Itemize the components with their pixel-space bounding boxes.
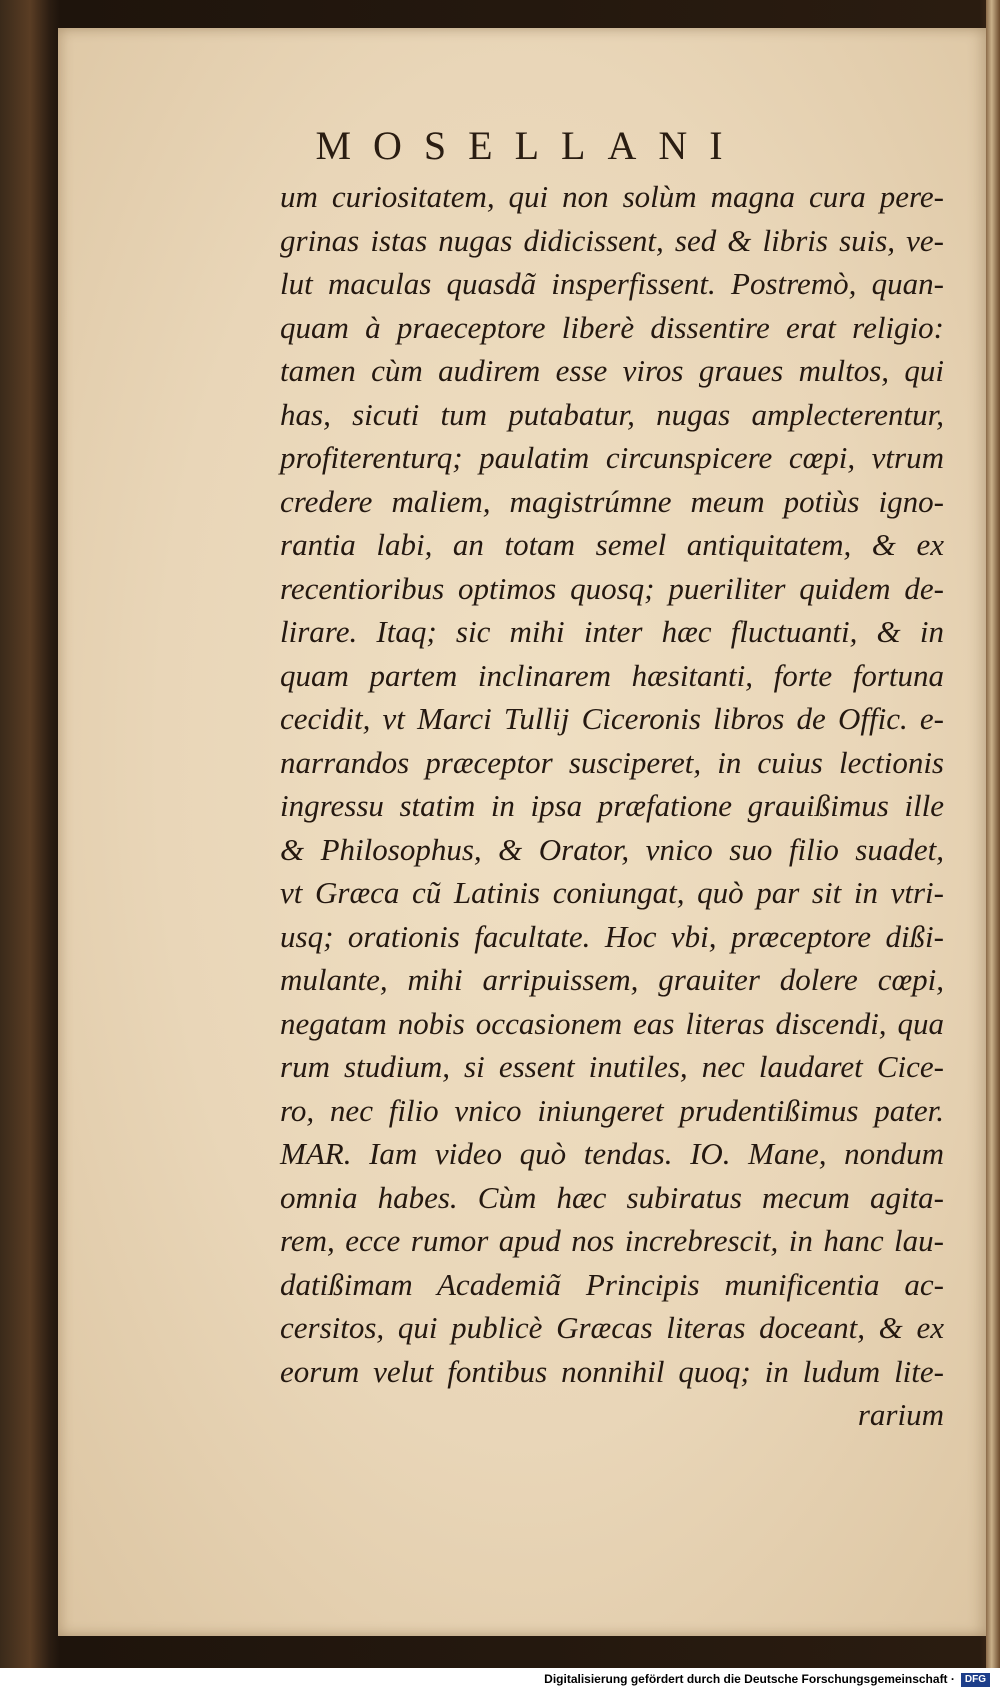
text-line: & Philosophus, & Orator, vnico suo filio suadet, [280,831,944,867]
footer-text: Digitalisierung gefördert durch die Deutsche Forschungsgemeinschaft · [544,1672,955,1686]
running-header: MOSELLANI [315,123,745,168]
text-line: tamen cùm audirem esse viros graues multos, qui [280,353,944,388]
text-line: cecidit, vt Marci Tullij Ciceronis libros de Offic. e- [280,701,944,736]
page-edge [986,0,1000,1668]
text-line: lut maculas quasdã insperfissent. Postremò, quan- [280,266,944,301]
text-line: omnia habes. Cùm hæc subiratus mecum agita- [280,1179,944,1215]
text-line: datißimam Academiã Principis munificentia ac- [280,1266,944,1302]
text-line: credere maliem, magistrúmne meum potiùs igno- [280,483,944,519]
text-line: negatam nobis occasionem eas literas discendi, qua [280,1005,944,1041]
text-line: ro, nec filio vnico iniungeret prudentißimus pater. [280,1092,944,1128]
text-line: quam à praeceptore liberè dissentire erat religio: [280,309,944,345]
text-line: cersitos, qui publicè Græcas literas doceant, & ex [280,1310,944,1345]
text-line: usq; orationis facultate. Hoc vbi, præceptore dißi- [280,918,944,954]
dfg-logo-icon: DFG [961,1673,990,1687]
text-line: profiterenturq; paulatim circunspicere cœpi, vtrum [280,440,944,475]
text-line: rum studium, si essent inutiles, nec laudaret Cice- [280,1049,944,1084]
text-line: recentioribus optimos quosq; pueriliter quidem de- [280,570,944,606]
text-line: mulante, mihi arripuissem, grauiter dolere cœpi, [280,962,944,997]
text-line: grinas istas nugas didicissent, sed & libris suis, ve- [280,222,944,258]
text-line: lirare. Itaq; sic mihi inter hæc fluctuanti, & in [280,614,944,649]
text-line: rantia labi, an totam semel antiquitatem, & ex [280,527,944,562]
text-line: has, sicuti tum putabatur, nugas amplecterentur, [280,396,944,432]
text-line: ingressu statim in ipsa præfatione grauißimus ille [280,788,944,823]
text-line: vt Græca cũ Latinis coniungat, quò par sit in vtri- [280,875,944,910]
text-line: um curiositatem, qui non solùm magna cura pere- [280,179,944,214]
text-line: MAR. Iam video quò tendas. IO. Mane, nondum [280,1136,944,1171]
text-line: narrandos præceptor susciperet, in cuius lectionis [280,744,944,780]
text-line: quam partem inclinarem hæsitanti, forte fortuna [280,657,944,693]
catchword: rarium [857,1397,944,1432]
text-line: rem, ecce rumor apud nos increbrescit, in hanc lau- [280,1223,944,1258]
digitization-footer [0,1668,1000,1691]
page-text [280,175,944,1437]
text-line: eorum velut fontibus nonnihil quoq; in ludum lite- [280,1353,944,1389]
